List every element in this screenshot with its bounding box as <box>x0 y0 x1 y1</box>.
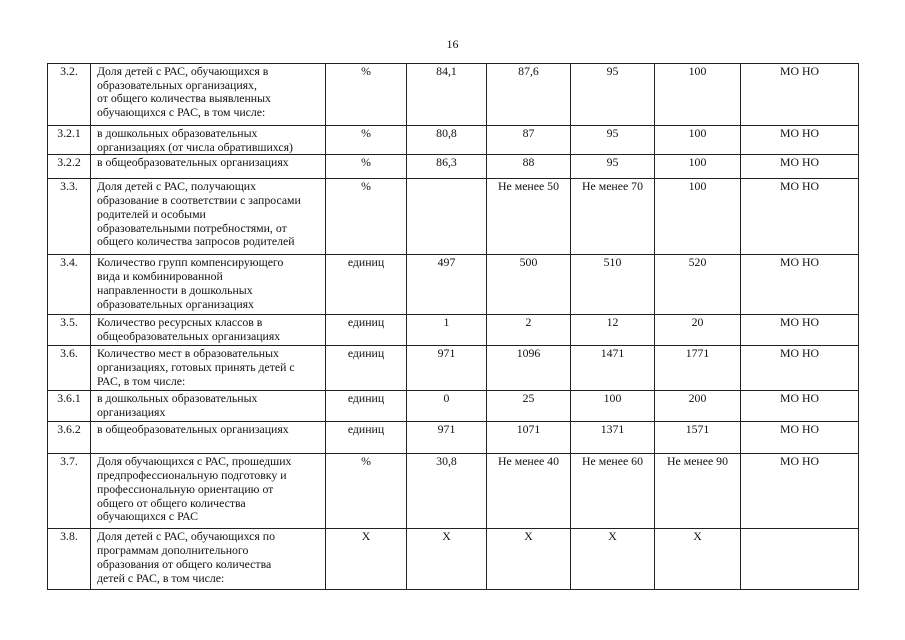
table-row <box>48 346 859 391</box>
unit-of-measure-cell: % <box>326 179 407 255</box>
value-cell-3: 95 <box>571 155 655 179</box>
row-number-cell: 3.2.1 <box>48 126 91 155</box>
value-cell-4: 20 <box>655 315 741 346</box>
value-cell-4: 100 <box>655 155 741 179</box>
value-cell-1: 86,3 <box>407 155 487 179</box>
value-cell-2: 87,6 <box>487 64 571 126</box>
value-cell-3: 95 <box>571 126 655 155</box>
row-number-cell: 3.7. <box>48 454 91 529</box>
value-cell-1: 1 <box>407 315 487 346</box>
value-cell-2: 2 <box>487 315 571 346</box>
value-cell-4: 100 <box>655 179 741 255</box>
indicator-description-cell: Доля детей с РАС, обучающихся по программам дополнительного образования от общего количества детей с РАС, в том числе: <box>91 529 326 590</box>
value-cell-3: 12 <box>571 315 655 346</box>
indicator-description-cell: Количество групп компенсирующего вида и комбинированной направленности в дошкольных образовательных организациях <box>91 255 326 315</box>
value-cell-1: 497 <box>407 255 487 315</box>
responsible-party-cell: МО НО <box>741 255 859 315</box>
responsible-party-cell: МО НО <box>741 391 859 422</box>
indicator-description-cell: Доля детей с РАС, получающих образование в соответствии с запросами родителей и особыми образовательными потребностями, от общего количества запросов родителей <box>91 179 326 255</box>
indicator-description-cell: в дошкольных образовательных организациях (от числа обратившихся) <box>91 126 326 155</box>
value-cell-3: Не менее 60 <box>571 454 655 529</box>
unit-of-measure-cell: единиц <box>326 315 407 346</box>
unit-of-measure-cell: Х <box>326 529 407 590</box>
value-cell-4: 1571 <box>655 422 741 454</box>
responsible-party-cell: МО НО <box>741 315 859 346</box>
value-cell-1: 80,8 <box>407 126 487 155</box>
row-number-cell: 3.3. <box>48 179 91 255</box>
table-row <box>48 155 859 179</box>
table-row <box>48 64 859 126</box>
value-cell-2: Не менее 40 <box>487 454 571 529</box>
table-row <box>48 255 859 315</box>
table-row <box>48 315 859 346</box>
unit-of-measure-cell: % <box>326 155 407 179</box>
table-row <box>48 391 859 422</box>
responsible-party-cell: МО НО <box>741 155 859 179</box>
value-cell-2: 1096 <box>487 346 571 391</box>
value-cell-1: 84,1 <box>407 64 487 126</box>
table-row <box>48 454 859 529</box>
row-number-cell: 3.6.2 <box>48 422 91 454</box>
indicator-description-cell: Доля детей с РАС, обучающихся в образовательных организациях, от общего количества выявленных обучающихся с РАС, в том числе: <box>91 64 326 126</box>
value-cell-4: Не менее 90 <box>655 454 741 529</box>
value-cell-1 <box>407 179 487 255</box>
indicator-description-cell: Количество ресурсных классов в общеобразовательных организациях <box>91 315 326 346</box>
value-cell-3: 1371 <box>571 422 655 454</box>
row-number-cell: 3.8. <box>48 529 91 590</box>
indicator-description-cell: Доля обучающихся с РАС, прошедших предпрофессиональную подготовку и профессиональную ориентацию от общего от общего количества обучающихся с РАС <box>91 454 326 529</box>
indicators-table <box>47 63 859 590</box>
value-cell-2: Х <box>487 529 571 590</box>
value-cell-2: 1071 <box>487 422 571 454</box>
value-cell-2: 87 <box>487 126 571 155</box>
table-row <box>48 179 859 255</box>
value-cell-4: 1771 <box>655 346 741 391</box>
responsible-party-cell: МО НО <box>741 346 859 391</box>
table-row <box>48 529 859 590</box>
value-cell-3: 1471 <box>571 346 655 391</box>
row-number-cell: 3.6. <box>48 346 91 391</box>
value-cell-3: 95 <box>571 64 655 126</box>
value-cell-4: Х <box>655 529 741 590</box>
page-number: 16 <box>446 37 459 51</box>
value-cell-2: 25 <box>487 391 571 422</box>
responsible-party-cell: МО НО <box>741 422 859 454</box>
value-cell-1: 0 <box>407 391 487 422</box>
unit-of-measure-cell: единиц <box>326 346 407 391</box>
indicator-description-cell: в дошкольных образовательных организациях <box>91 391 326 422</box>
unit-of-measure-cell: % <box>326 454 407 529</box>
indicators-table-body <box>48 64 859 590</box>
value-cell-2: 88 <box>487 155 571 179</box>
value-cell-1: 971 <box>407 422 487 454</box>
table-row <box>48 126 859 155</box>
row-number-cell: 3.6.1 <box>48 391 91 422</box>
unit-of-measure-cell: единиц <box>326 422 407 454</box>
responsible-party-cell: МО НО <box>741 64 859 126</box>
table-row <box>48 422 859 454</box>
value-cell-3: Не менее 70 <box>571 179 655 255</box>
value-cell-2: Не менее 50 <box>487 179 571 255</box>
unit-of-measure-cell: % <box>326 126 407 155</box>
indicator-description-cell: в общеобразовательных организациях <box>91 422 326 454</box>
value-cell-4: 520 <box>655 255 741 315</box>
responsible-party-cell: МО НО <box>741 454 859 529</box>
value-cell-1: Х <box>407 529 487 590</box>
row-number-cell: 3.4. <box>48 255 91 315</box>
indicator-description-cell: в общеобразовательных организациях <box>91 155 326 179</box>
value-cell-3: 100 <box>571 391 655 422</box>
unit-of-measure-cell: единиц <box>326 391 407 422</box>
responsible-party-cell: МО НО <box>741 126 859 155</box>
value-cell-1: 971 <box>407 346 487 391</box>
unit-of-measure-cell: единиц <box>326 255 407 315</box>
value-cell-3: Х <box>571 529 655 590</box>
value-cell-4: 100 <box>655 64 741 126</box>
responsible-party-cell <box>741 529 859 590</box>
row-number-cell: 3.2.2 <box>48 155 91 179</box>
indicator-description-cell: Количество мест в образовательных организациях, готовых принять детей с РАС, в том числе: <box>91 346 326 391</box>
value-cell-4: 100 <box>655 126 741 155</box>
value-cell-1: 30,8 <box>407 454 487 529</box>
row-number-cell: 3.5. <box>48 315 91 346</box>
unit-of-measure-cell: % <box>326 64 407 126</box>
value-cell-4: 200 <box>655 391 741 422</box>
row-number-cell: 3.2. <box>48 64 91 126</box>
value-cell-3: 510 <box>571 255 655 315</box>
value-cell-2: 500 <box>487 255 571 315</box>
responsible-party-cell: МО НО <box>741 179 859 255</box>
